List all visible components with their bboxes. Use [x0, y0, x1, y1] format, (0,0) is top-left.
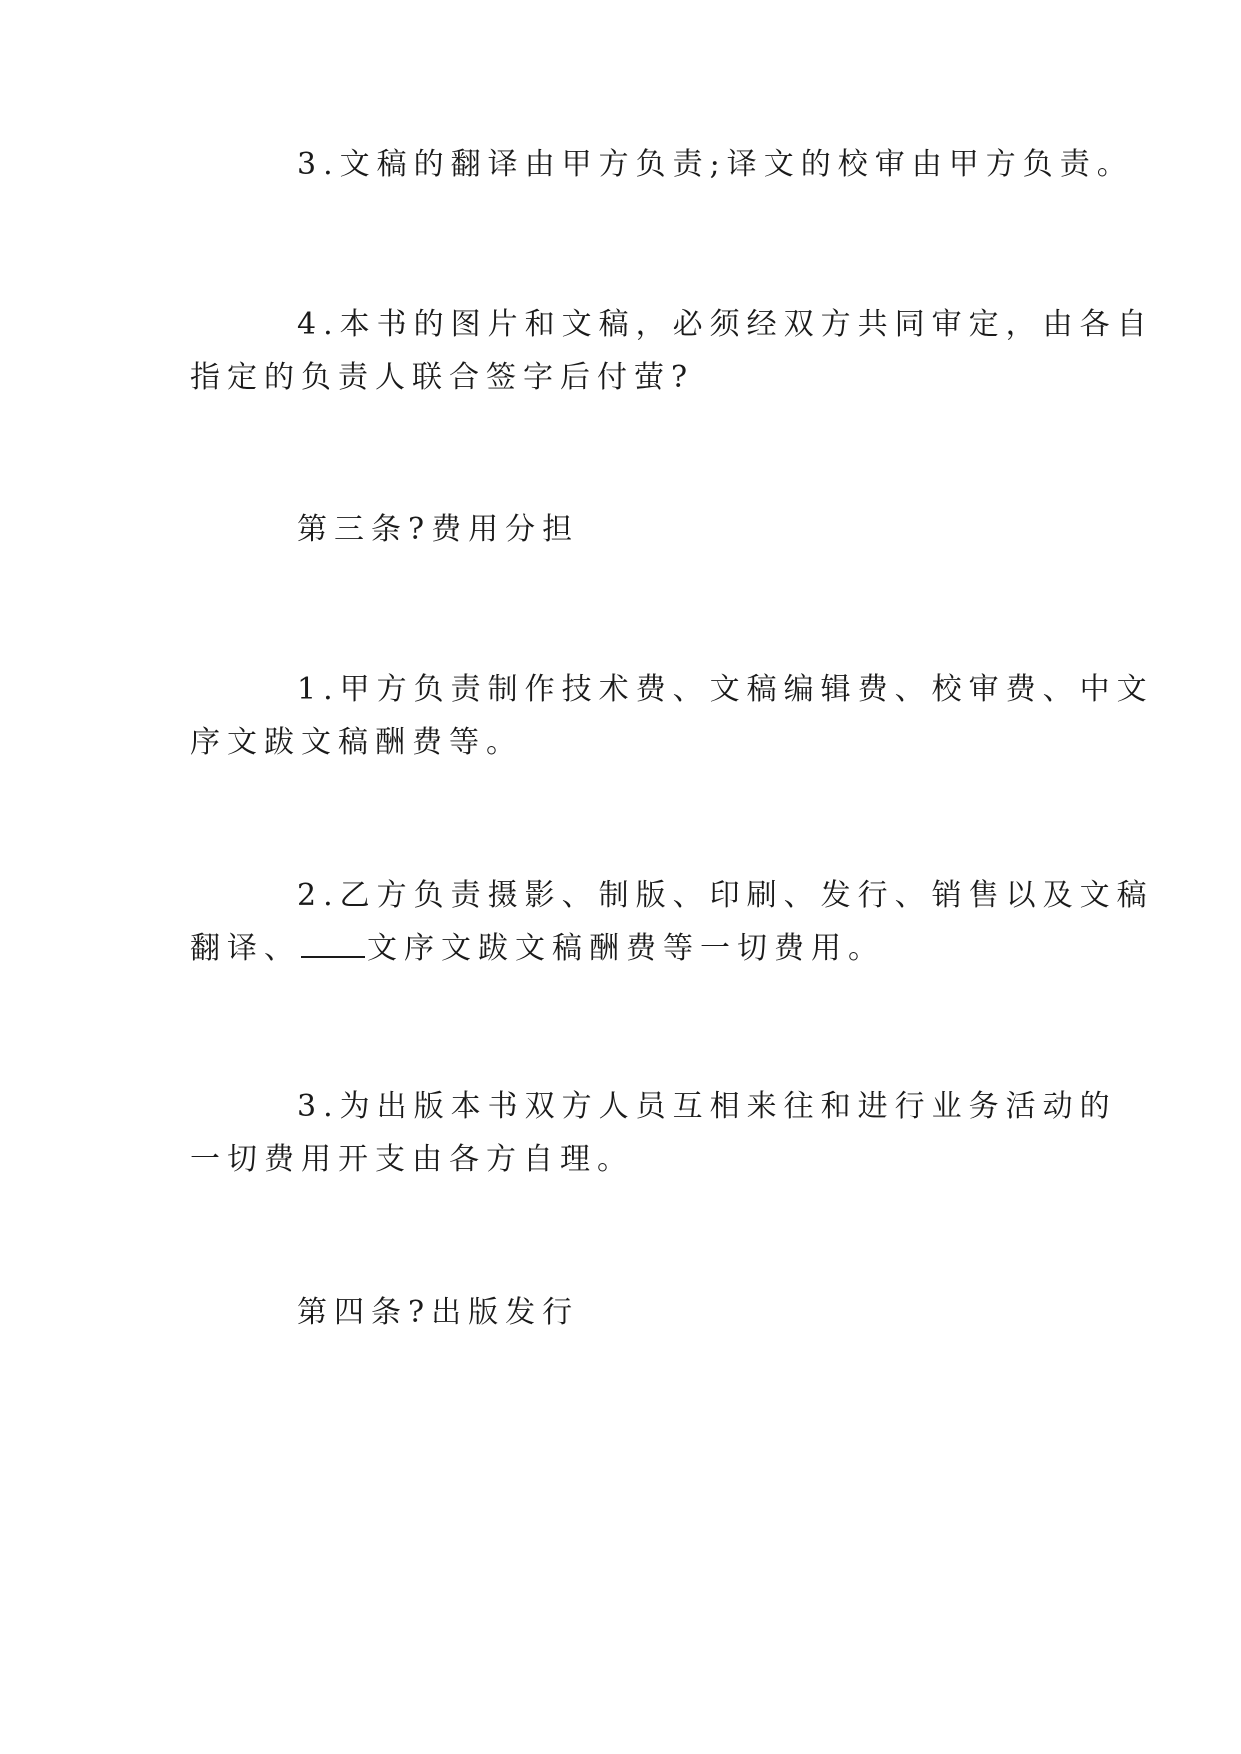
clause-4-heading [297, 1293, 1057, 1333]
clause-2-item-4-line-1 [297, 305, 1154, 345]
clause-3-item-1-line-1 [297, 670, 1154, 710]
paragraph-text: 一切费用开支由各方自理。 [190, 1142, 634, 1177]
clause-3-item-3-line-2 [190, 1140, 1060, 1180]
clause-2-item-4-line-2 [190, 358, 1060, 398]
paragraph-text: 文序文跋文稿酬费等一切费用。 [367, 931, 885, 966]
clause-2-item-3 [297, 145, 1134, 185]
paragraph-text: 序文跋文稿酬费等。 [190, 725, 523, 760]
paragraph-text: 1.甲方负责制作技术费、文稿编辑费、校审费、中文 [297, 672, 1154, 707]
paragraph-text: 翻译、 [190, 931, 301, 966]
paragraph-text: 3.为出版本书双方人员互相来往和进行业务活动的 [297, 1089, 1117, 1124]
clause-3-item-3-line-1 [297, 1087, 1117, 1127]
clause-3-item-2-line-1 [297, 876, 1154, 916]
section-heading: 第三条?费用分担 [297, 512, 580, 547]
clause-3-heading [297, 510, 1057, 550]
paragraph-text: 3.文稿的翻译由甲方负责;译文的校审由甲方负责。 [297, 147, 1134, 182]
fill-in-blank [301, 932, 365, 958]
clause-3-item-1-line-2 [190, 723, 1060, 763]
clause-3-item-2-line-2 [190, 929, 1060, 969]
paragraph-text: 4.本书的图片和文稿，必须经双方共同审定，由各自 [297, 307, 1154, 342]
paragraph-text: 指定的负责人联合签字后付萤? [190, 360, 695, 395]
paragraph-text: 2.乙方负责摄影、制版、印刷、发行、销售以及文稿 [297, 878, 1154, 913]
section-heading: 第四条?出版发行 [297, 1295, 580, 1330]
